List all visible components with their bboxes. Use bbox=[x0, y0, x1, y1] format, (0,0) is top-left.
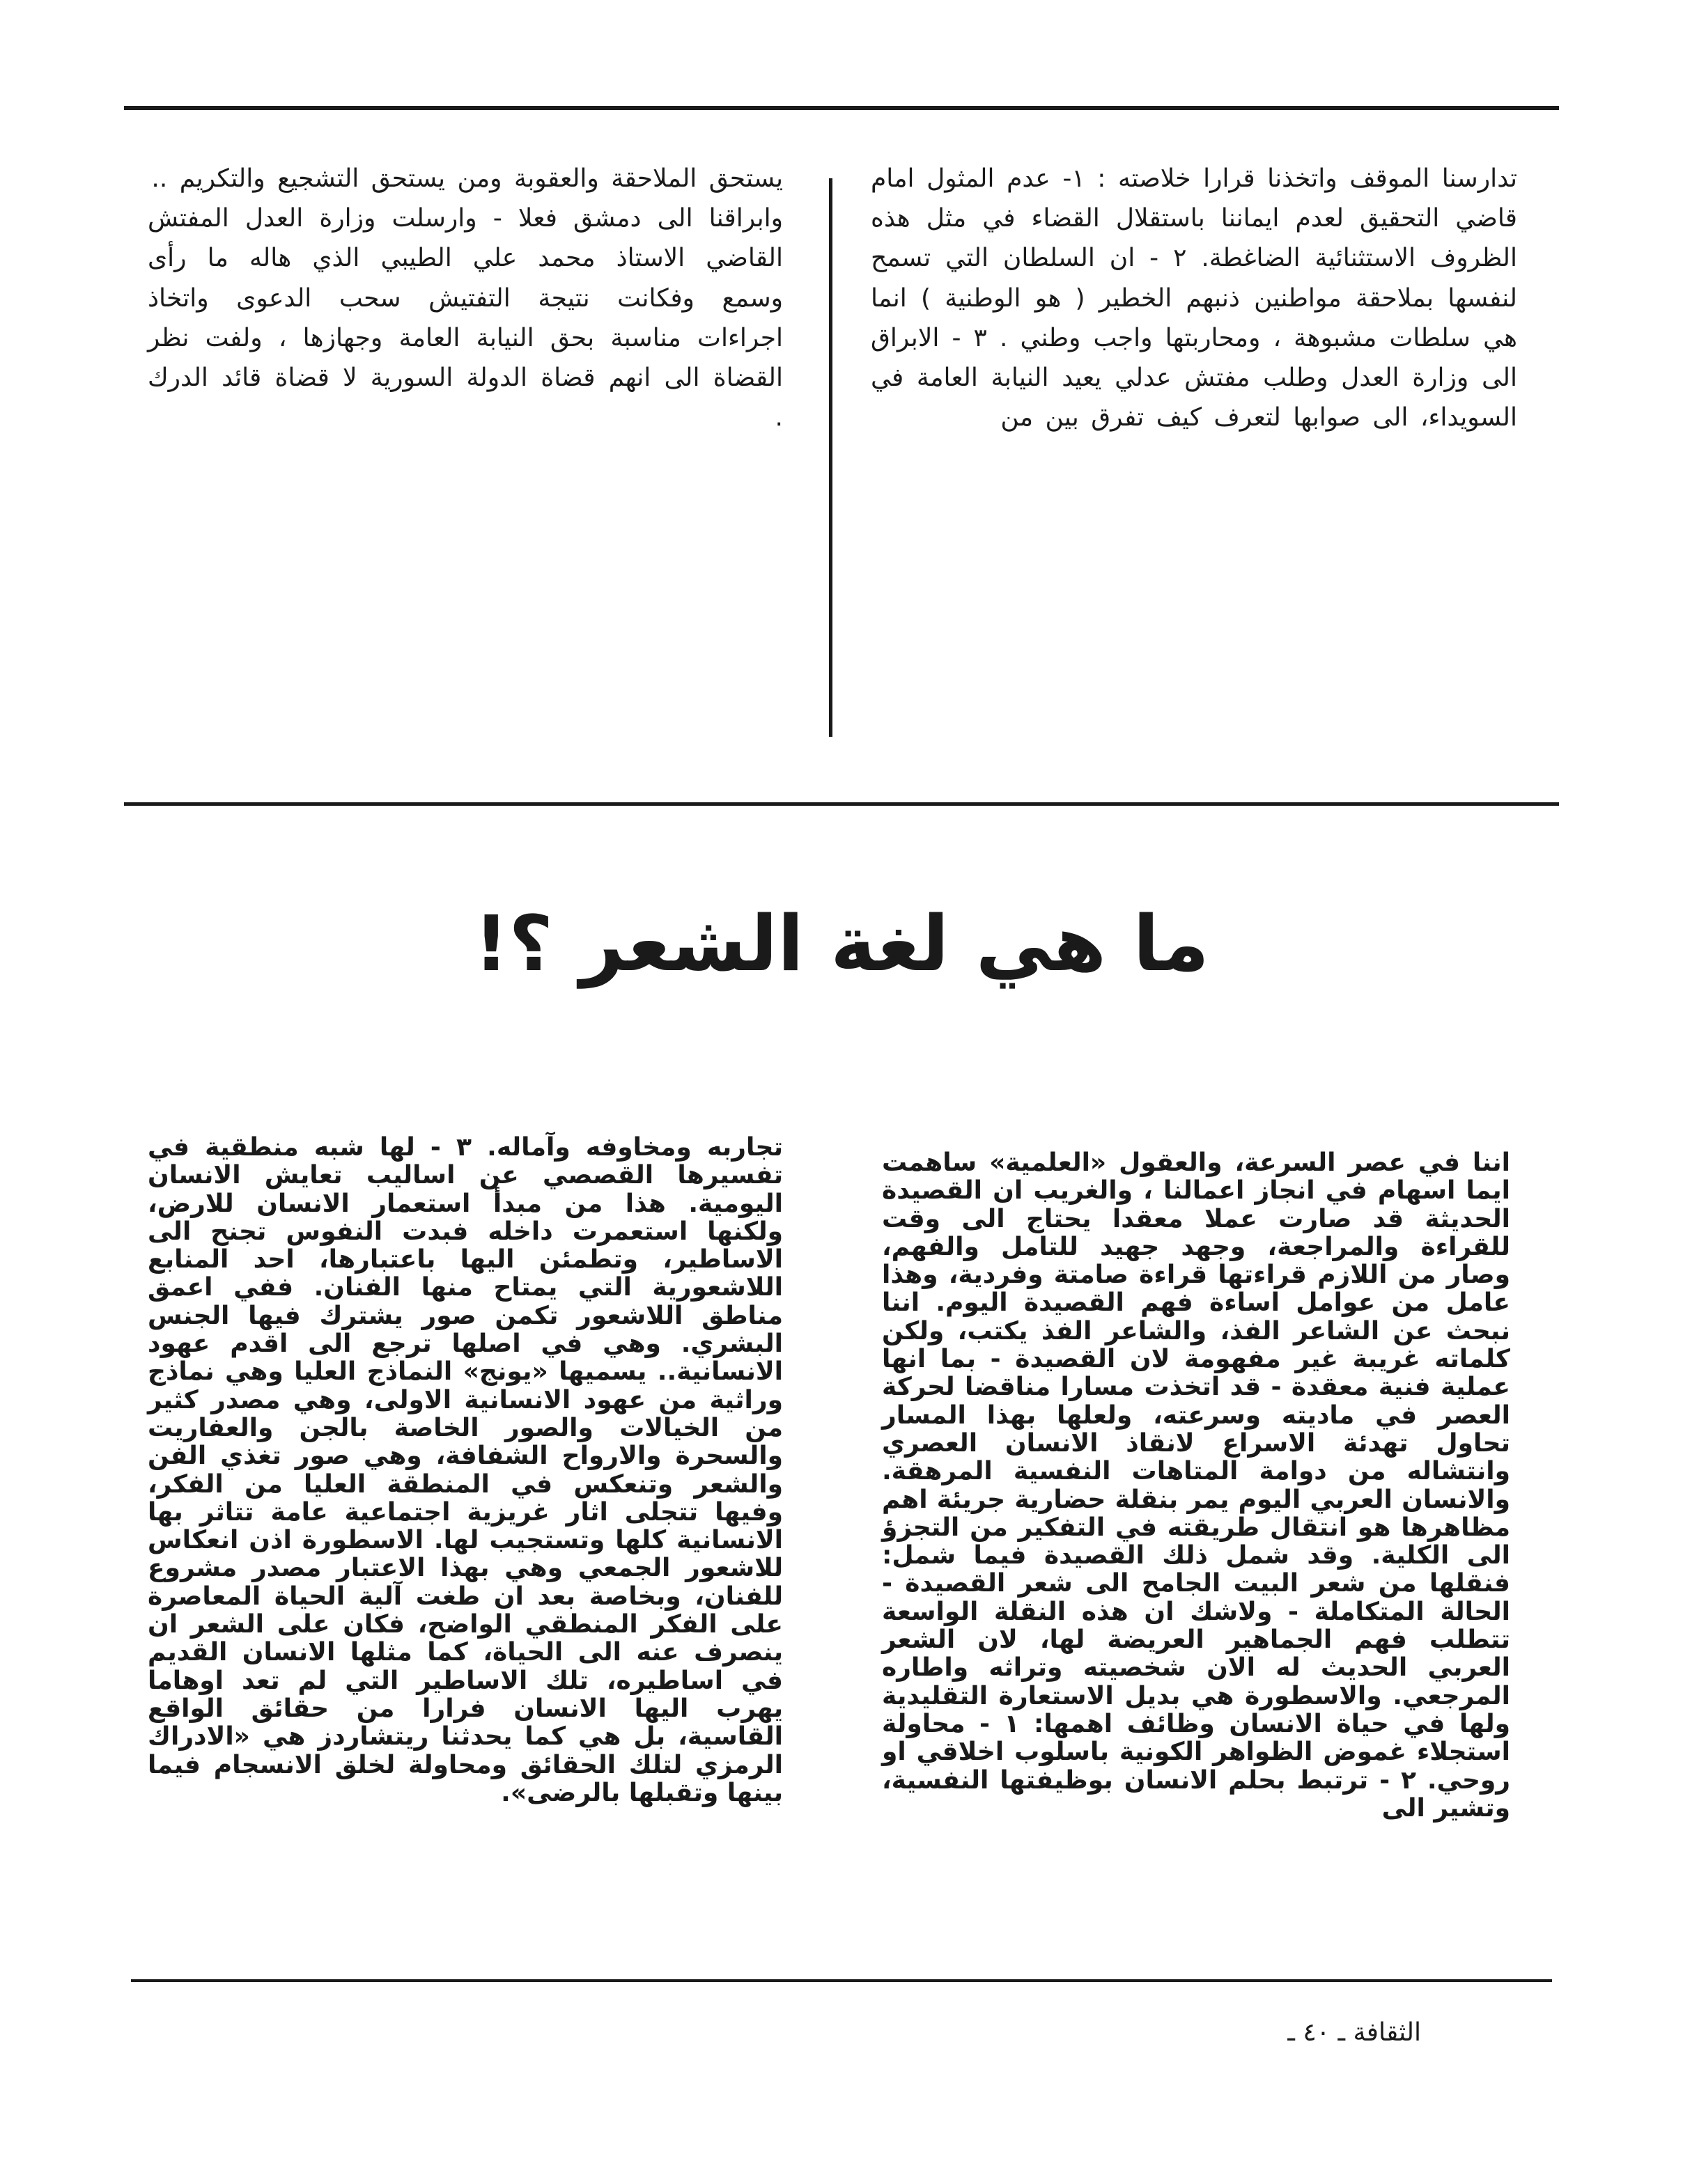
footer-page-label: الثقافة ـ ٤٠ ـ bbox=[1287, 2018, 1421, 2047]
upper-left-column bbox=[148, 159, 783, 437]
upper-left-paragraph-1: يستحق الملاحقة والعقوبة ومن يستحق التشجيع والتكريم .. bbox=[151, 164, 783, 193]
upper-right-text: تدارسنا الموقف واتخذنا قرارا خلاصته : ١- عدم المثول امام قاضي التحقيق لعدم ايماننا باستقلال القضاء في مثل هذه الظروف الاستثنائية الضاغطة. ٢ - ان السلطان التي تسمح لنفسها بملاحقة مواطنين ذنبهم الخطير ( هو الوطنية ) انما هي سلطات مشبوهة ، ومحاربتها واجب وطني . ٣ - الابراق الى وزارة العدل وطلب مفتش عدلي يعيد النيابة العامة في السويداء، الى صوابها لتعرف كيف تفرق بين من bbox=[871, 164, 1517, 432]
section-separator-rule bbox=[124, 802, 1559, 806]
bottom-rule bbox=[131, 1979, 1552, 1982]
upper-left-paragraph-2: وابراقنا الى دمشق فعلا - وارسلت وزارة العدل المفتش القاضي الاستاذ محمد علي الطيبي الذي هاله ما رأى وسمع وفكانت نتيجة التفتيش سحب الدعوى واتخاذ اجراءات مناسبة بحق النيابة العامة وجهازها ، ولفت نظر القضاة الى انهم قضاة الدولة السورية لا قضاة قائد الدرك . bbox=[148, 204, 783, 432]
upper-right-column bbox=[871, 159, 1517, 437]
article-right-column bbox=[882, 1149, 1510, 1823]
article-title: ما هي لغة الشعر ؟! bbox=[474, 899, 1209, 988]
article-right-text: اننا في عصر السرعة، والعقول «العلمية» ساهمت ايما اسهام في انجاز اعمالنا ، والغريب ان القصيدة الحديثة قد صارت عملا معقدا يحتاج الى وقت للقراءة والمراجعة، وجهد جهيد للتامل والفهم، وصار من اللازم قراءتها قراءة صامتة وفردية، وهذا عامل من عوامل اساءة فهم القصيدة اليوم. اننا نبحث عن الشاعر الفذ، والشاعر الفذ يكتب، ولكن كلماته غريبة غير مفهومة لان القصيدة - بما انها عملية فنية معقدة - قد اتخذت مسارا مناقضا لحركة العصر في ماديته وسرعته، ولعلها بهذا المسار تحاول تهدئة الاسراع لانقاذ الانسان العصري وانتشاله من دوامة المتاهات النفسية المرهقة. والانسان العربي اليوم يمر بنقلة حضارية جريئة اهم مظاهرها هو انتقال طريقته في التفكير من التجزؤ الى الكلية. وقد شمل ذلك القصيدة فيما شمل: فنقلها من شعر البيت الجامح الى شعر القصيدة - الحالة المتكاملة - ولاشك ان هذه النقلة الواسعة تتطلب فهم الجماهير العريضة لها، لان الشعر العربي الحديث له الان شخصيته وتراثه واطاره المرجعي. والاسطورة هي بديل الاستعارة التقليدية ولها في حياة الانسان وظائف اهمها: ١ - محاولة استجلاء غموض الظواهر الكونية باسلوب اخلاقي او روحي. ٢ - ترتبط بحلم الانسان بوظيفتها النفسية، وتشير الى bbox=[882, 1148, 1511, 1823]
article-left-text: تجاربه ومخاوفه وآماله. ٣ - لها شبه منطقية في تفسيرها القصصي عن اساليب تعايش الانسان اليومية. هذا من مبدأ استعمار الانسان للارض، ولكنها استعمرت داخله فبدت النفوس تجنح الى الاساطير، وتطمئن اليها باعتبارها، احد المنابع اللاشعورية التي يمتاح منها الفنان. ففي اعمق مناطق اللاشعور تكمن صور يشترك فيها الجنس البشري. وهي في اصلها ترجع الى اقدم عهود الانسانية.. يسميها «يونج» النماذج العليا وهي نماذج وراثية من عهود الانسانية الاولى، وهي مصدر كثير من الخيالات والصور الخاصة بالجن والعفاريت والسحرة والارواح الشفافة، وهي صور تغذي الفن والشعر وتنعكس في المنطقة العليا من الفكر، وفيها تتجلى اثار غريزية اجتماعية عامة تتاثر بها الانسانية كلها وتستجيب لها. الاسطورة اذن انعكاس للاشعور الجمعي وهي بهذا الاعتبار مصدر مشروع للفنان، وبخاصة بعد ان طغت آلية الحياة المعاصرة على الفكر المنطقي الواضح، فكان على الشعر ان ينصرف عنه الى الحياة، كما مثلها الانسان القديم في اساطيره، تلك الاساطير التي لم تعد اوهاما يهرب اليها الانسان فرارا من حقائق الواقع القاسية، بل هي كما يحدثنا ريتشاردز هي «الادراك الرمزي لتلك الحقائق ومحاولة لخلق الانسجام فيما بينها وتقبلها بالرضى». bbox=[148, 1133, 783, 1807]
column-divider bbox=[829, 178, 832, 737]
article-left-column bbox=[148, 1134, 783, 1807]
top-rule bbox=[124, 106, 1559, 110]
